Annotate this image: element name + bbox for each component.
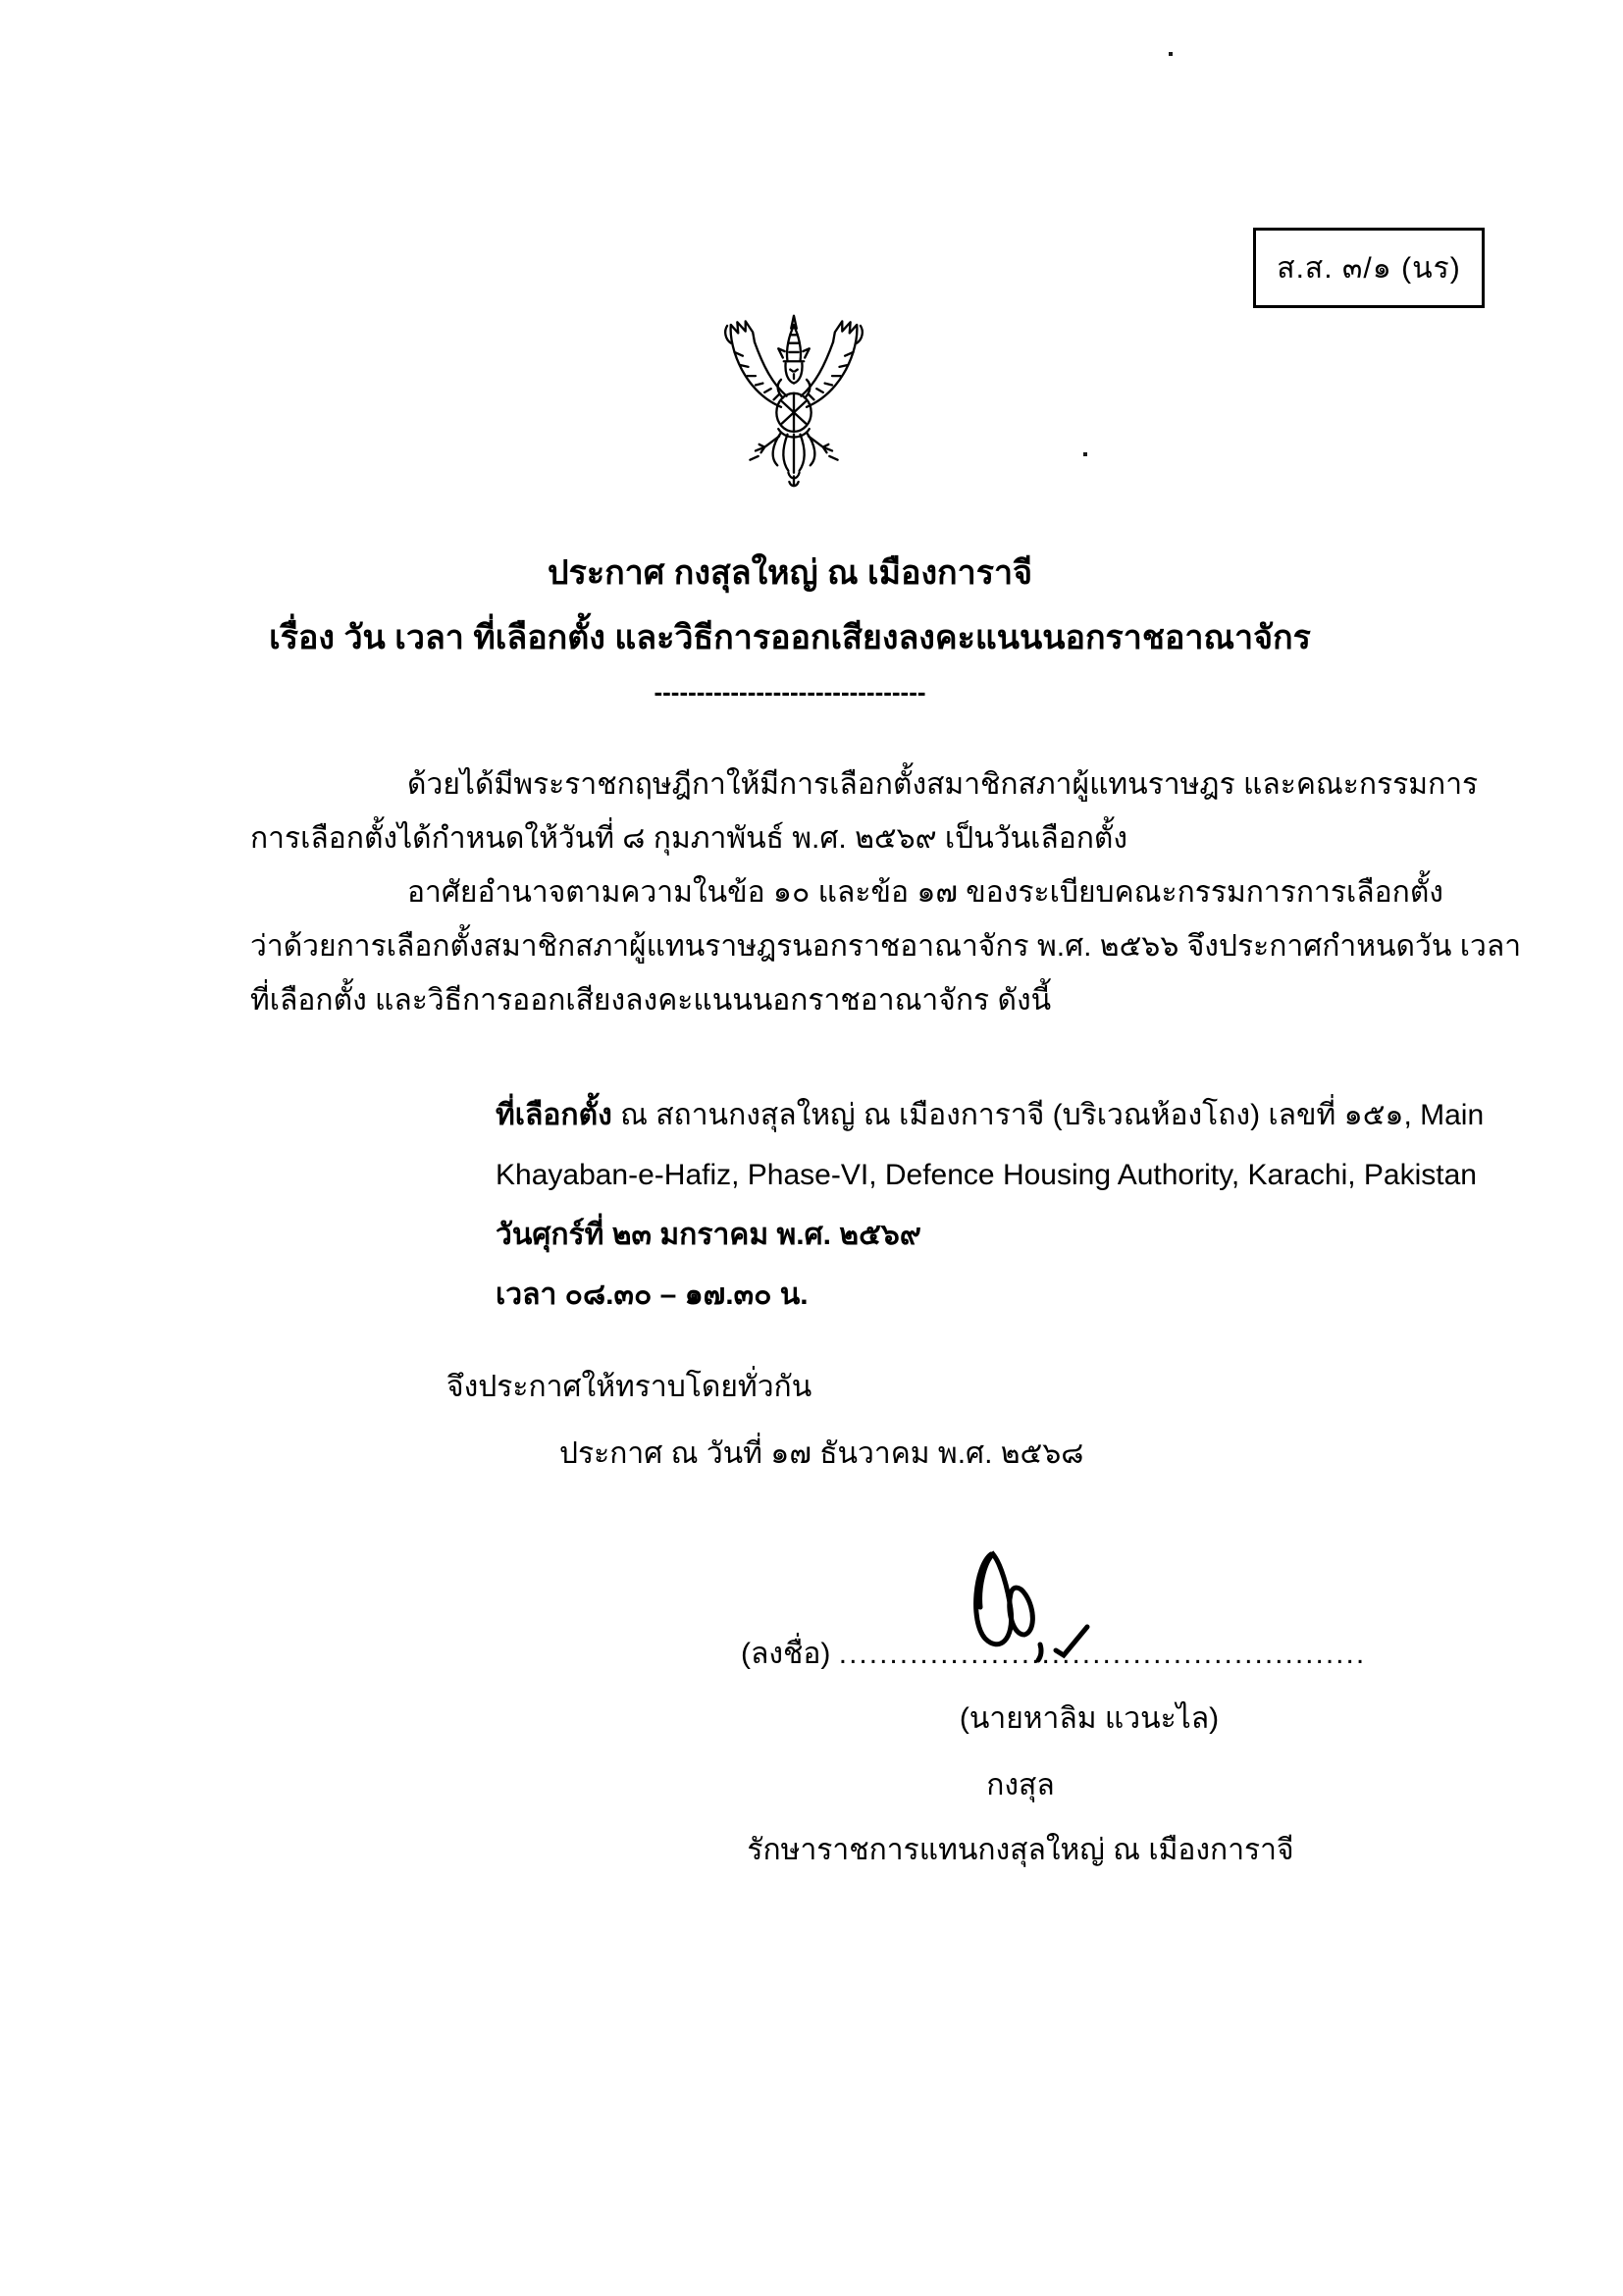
paragraph-line: การเลือกตั้งได้กำหนดให้วันที่ ๘ กุมภาพันธ์ พ.ศ. ๒๕๖๙ เป็นวันเลือกตั้ง <box>250 822 1128 855</box>
signer-acting-title: รักษาราชการแทนกงสุลใหญ่ ณ เมืองการาจี <box>747 1834 1294 1866</box>
venue-text: ณ สถานกงสุลใหญ่ ณ เมืองการาจี (บริเวณห้องโถง) เลขที่ ๑๕๑, Main <box>611 1099 1485 1131</box>
announcement-date: ประกาศ ณ วันที่ ๑๗ ธันวาคม พ.ศ. ๒๕๖๘ <box>559 1437 1084 1470</box>
form-code-box <box>1253 228 1485 308</box>
dashed-divider: -------------------------------- <box>654 677 926 706</box>
election-details <box>496 1085 1485 1325</box>
announcement-title: ประกาศ กงสุลใหญ่ ณ เมืองการาจี <box>547 554 1032 592</box>
body-text <box>250 757 1522 1027</box>
venue-address: Khayaban-e-Hafiz, Phase-VI, Defence Housing Authority, Karachi, Pakistan <box>496 1159 1477 1191</box>
signer-position: กงสุล <box>986 1769 1055 1801</box>
election-date: วันศุกร์ที่ ๒๓ มกราคม พ.ศ. ๒๕๖๙ <box>496 1219 921 1251</box>
closing-statement: จึงประกาศให้ทราบโดยทั่วกัน <box>446 1371 812 1403</box>
form-code-label: ส.ส. ๓/๑ (นร) <box>1277 251 1461 285</box>
paragraph-line: อาศัยอำนาจตามความในข้อ ๑๐ และข้อ ๑๗ ของระเบียบคณะกรรมการการเลือกตั้ง <box>407 876 1443 909</box>
scan-artifact-dot <box>1083 452 1087 456</box>
venue-line <box>496 1085 1485 1145</box>
paragraph-line: ด้วยได้มีพระราชกฤษฎีกาให้มีการเลือกตั้งสมาชิกสภาผู้แทนราษฎร และคณะกรรมการ <box>407 768 1479 801</box>
venue-label: ที่เลือกตั้ง <box>496 1099 612 1131</box>
sign-label: (ลงชื่อ) <box>741 1638 831 1670</box>
signature-line <box>741 1631 1366 1677</box>
paragraph-line: ว่าด้วยการเลือกตั้งสมาชิกสภาผู้แทนราษฎรนอกราชอาณาจักร พ.ศ. ๒๕๖๖ จึงประกาศกำหนดวัน เวลา <box>250 930 1522 963</box>
announcement-subject: เรื่อง วัน เวลา ที่เลือกตั้ง และวิธีการออกเสียงลงคะแนนนอกราชอาณาจักร <box>269 619 1311 656</box>
scan-artifact-dot <box>1169 52 1173 56</box>
paragraph-line: ที่เลือกตั้ง และวิธีการออกเสียงลงคะแนนนอกราชอาณาจักร ดังนี้ <box>250 984 1052 1017</box>
garuda-emblem-icon <box>703 312 885 522</box>
signature-dotted-rule: .................................................... <box>838 1638 1367 1670</box>
signer-name: (นายหาลิม แวนะไล) <box>959 1702 1220 1735</box>
election-time: เวลา ๐๘.๓๐ – ๑๗.๓๐ น. <box>496 1278 809 1311</box>
